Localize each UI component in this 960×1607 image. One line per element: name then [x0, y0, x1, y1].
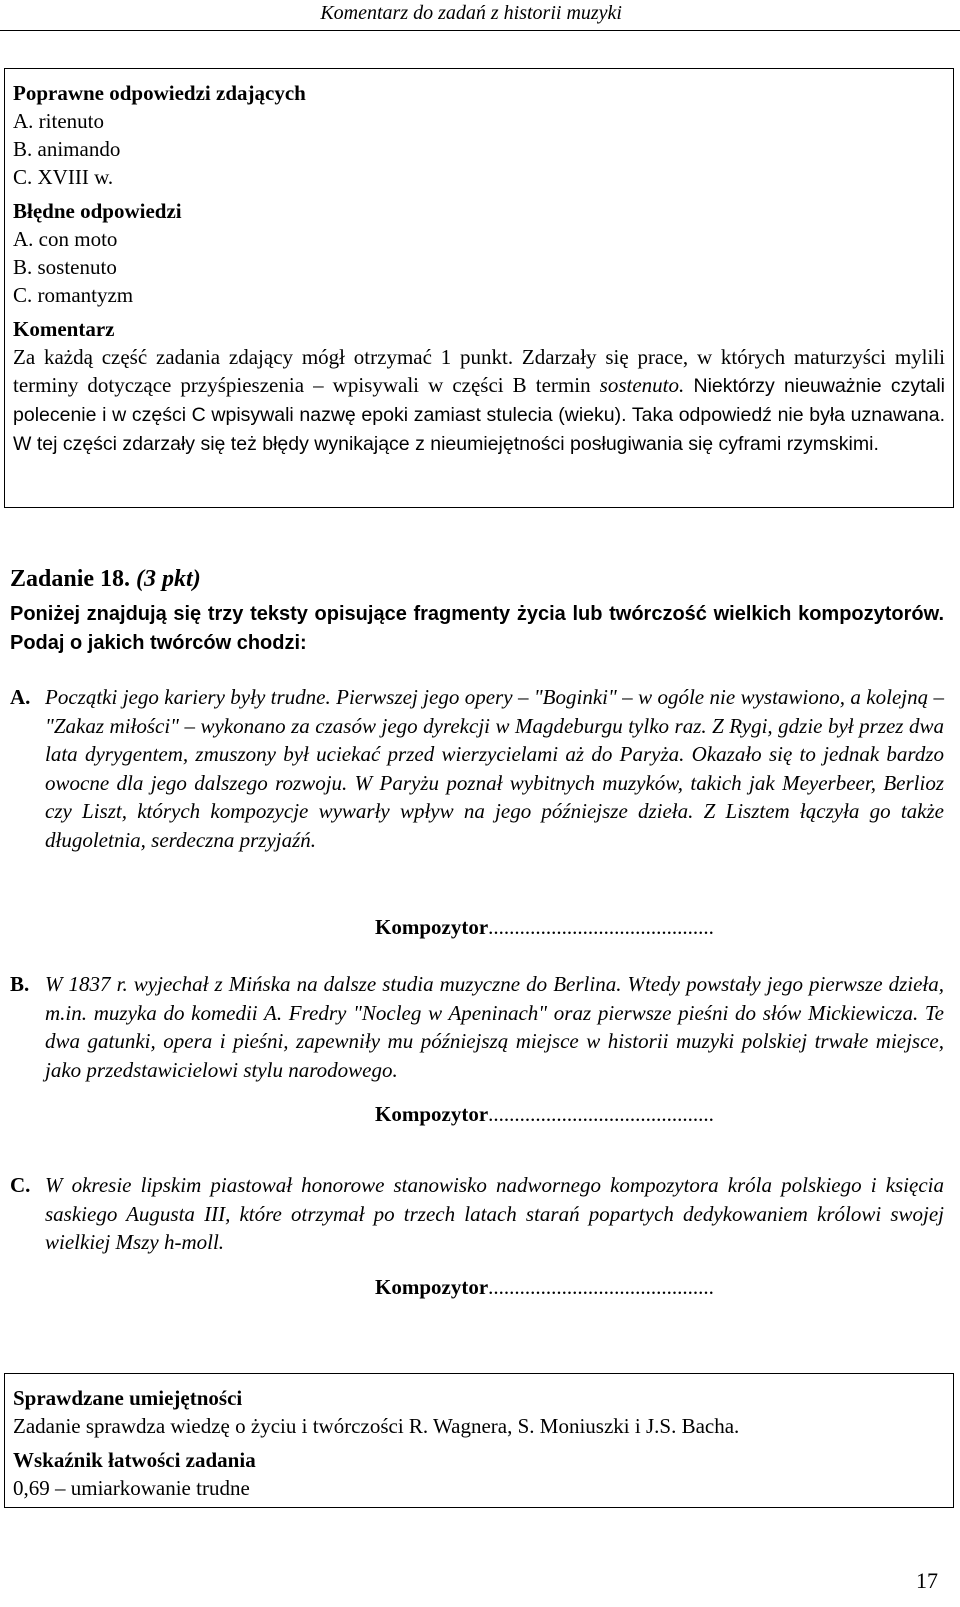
task-item-a: [10, 683, 944, 854]
wrong-answer-b: B. sostenuto: [13, 255, 117, 279]
page-number: 17: [916, 1568, 938, 1593]
task-command: Poniżej znajdują się trzy teksty opisujące fragmenty życia lub twórczość wielkich kompozytorów. Podaj o jakich twórców chodzi:: [10, 603, 944, 654]
task-item-c: [10, 1171, 944, 1257]
skills-box: [4, 1373, 954, 1508]
answers-box: [4, 68, 954, 508]
task-title: [10, 566, 201, 593]
composer-answer-b: [375, 1102, 714, 1127]
item-letter: C.: [10, 1173, 31, 1197]
correct-answer-c: C. XVIII w.: [13, 165, 114, 189]
header-rule: [0, 30, 960, 31]
wrong-answer-a: A. con moto: [13, 227, 118, 251]
comment-part1: Za każdą część zadania zdający mógł otrzymać 1 punkt. Zdarzały się prace, w których maturzyści mylili terminy dotyczące przyśpieszenia – wpisywali w części B termin: [13, 345, 945, 397]
item-text: Początki jego kariery były trudne. Pierwszej jego opery – "Boginki" – w ogóle nie wystawiono, a kolejną – "Zakaz miłości" – wykonano za czasów jego dyrekcji w Magdeburgu tylko raz. Z Rygi, gdzie był przez dwa lata dyrygentem, zmuszony był uciekać przed wierzycielami aż do Paryża. Okazało się to jednak bardzo owocne dla jego dalszego rozwoju. W Paryżu poznał wybitnych muzyków, takich jak Meyerbeer, Berlioz czy Liszt, których kompozycje wywarły wpływ na jego późniejsze dzieła. Z Lisztem łączyła go także długoletnia, serdeczna przyjaźń.: [45, 685, 944, 852]
header-title: Komentarz do zadań z historii muzyki: [320, 2, 622, 24]
correct-answers-heading: Poprawne odpowiedzi zdających: [13, 81, 306, 105]
composer-label: Kompozytor: [375, 915, 489, 939]
composer-label: Kompozytor: [375, 1275, 489, 1299]
composer-dots: ...........................................: [488, 915, 714, 939]
index-heading: Wskaźnik łatwości zadania: [13, 1448, 256, 1472]
item-letter: B.: [10, 972, 30, 996]
correct-answer-a: A. ritenuto: [13, 109, 104, 133]
comment-part2: Niektórzy nieuważnie czytali polecenie i w części C wpisywali nazwę epoki zamiast stulecia (wieku). Taka odpowiedź nie była uznawana. W tej części zdarzały się też błędy wynikające z nieumiejętności posługiwania się cyframi rzymskimi.: [13, 375, 946, 455]
item-text: W okresie lipskim piastował honorowe stanowisko nadwornego kompozytora króla polskiego i księcia saskiego Augusta III, które otrzymał po trzech latach starań popartych dedykowaniem królowi swojej wielkiej Mszy h-moll.: [45, 1173, 944, 1254]
composer-label: Kompozytor: [375, 1102, 489, 1126]
wrong-answer-c: C. romantyzm: [13, 283, 134, 307]
composer-dots: ...........................................: [488, 1102, 714, 1126]
task-item-b: [10, 970, 944, 1084]
task-number: Zadanie 18.: [10, 566, 131, 592]
comment-term: sostenuto.: [599, 373, 685, 397]
comment-text: [13, 343, 945, 458]
item-text: W 1837 r. wyjechał z Mińska na dalsze studia muzyczne do Berlina. Wtedy powstały jego pierwsze dzieła, m.in. muzyka do komedii A. Fredry "Nocleg w Apeninach" oraz pierwsze pieśni do słów Mickiewicza. Te dwa gatunki, opera i pieśni, zapewniły mu późniejszą miejsce w historii muzyki polskiej trwałe miejsce, jako przedstawicielowi stylu narodowego.: [45, 972, 944, 1082]
page-header: [0, 0, 960, 30]
composer-dots: ...........................................: [488, 1275, 714, 1299]
wrong-answers-heading: Błędne odpowiedzi: [13, 199, 182, 223]
skills-heading: Sprawdzane umiejętności: [13, 1386, 243, 1410]
item-letter: A.: [10, 685, 31, 709]
composer-answer-a: [375, 915, 714, 940]
comment-heading: Komentarz: [13, 317, 115, 341]
composer-answer-c: [375, 1275, 714, 1300]
index-text: 0,69 – umiarkowanie trudne: [13, 1476, 250, 1500]
skills-text: Zadanie sprawdza wiedzę o życiu i twórczości R. Wagnera, S. Moniuszki i J.S. Bacha.: [13, 1414, 740, 1438]
task-points: (3 pkt): [136, 566, 201, 592]
correct-answer-b: B. animando: [13, 137, 121, 161]
